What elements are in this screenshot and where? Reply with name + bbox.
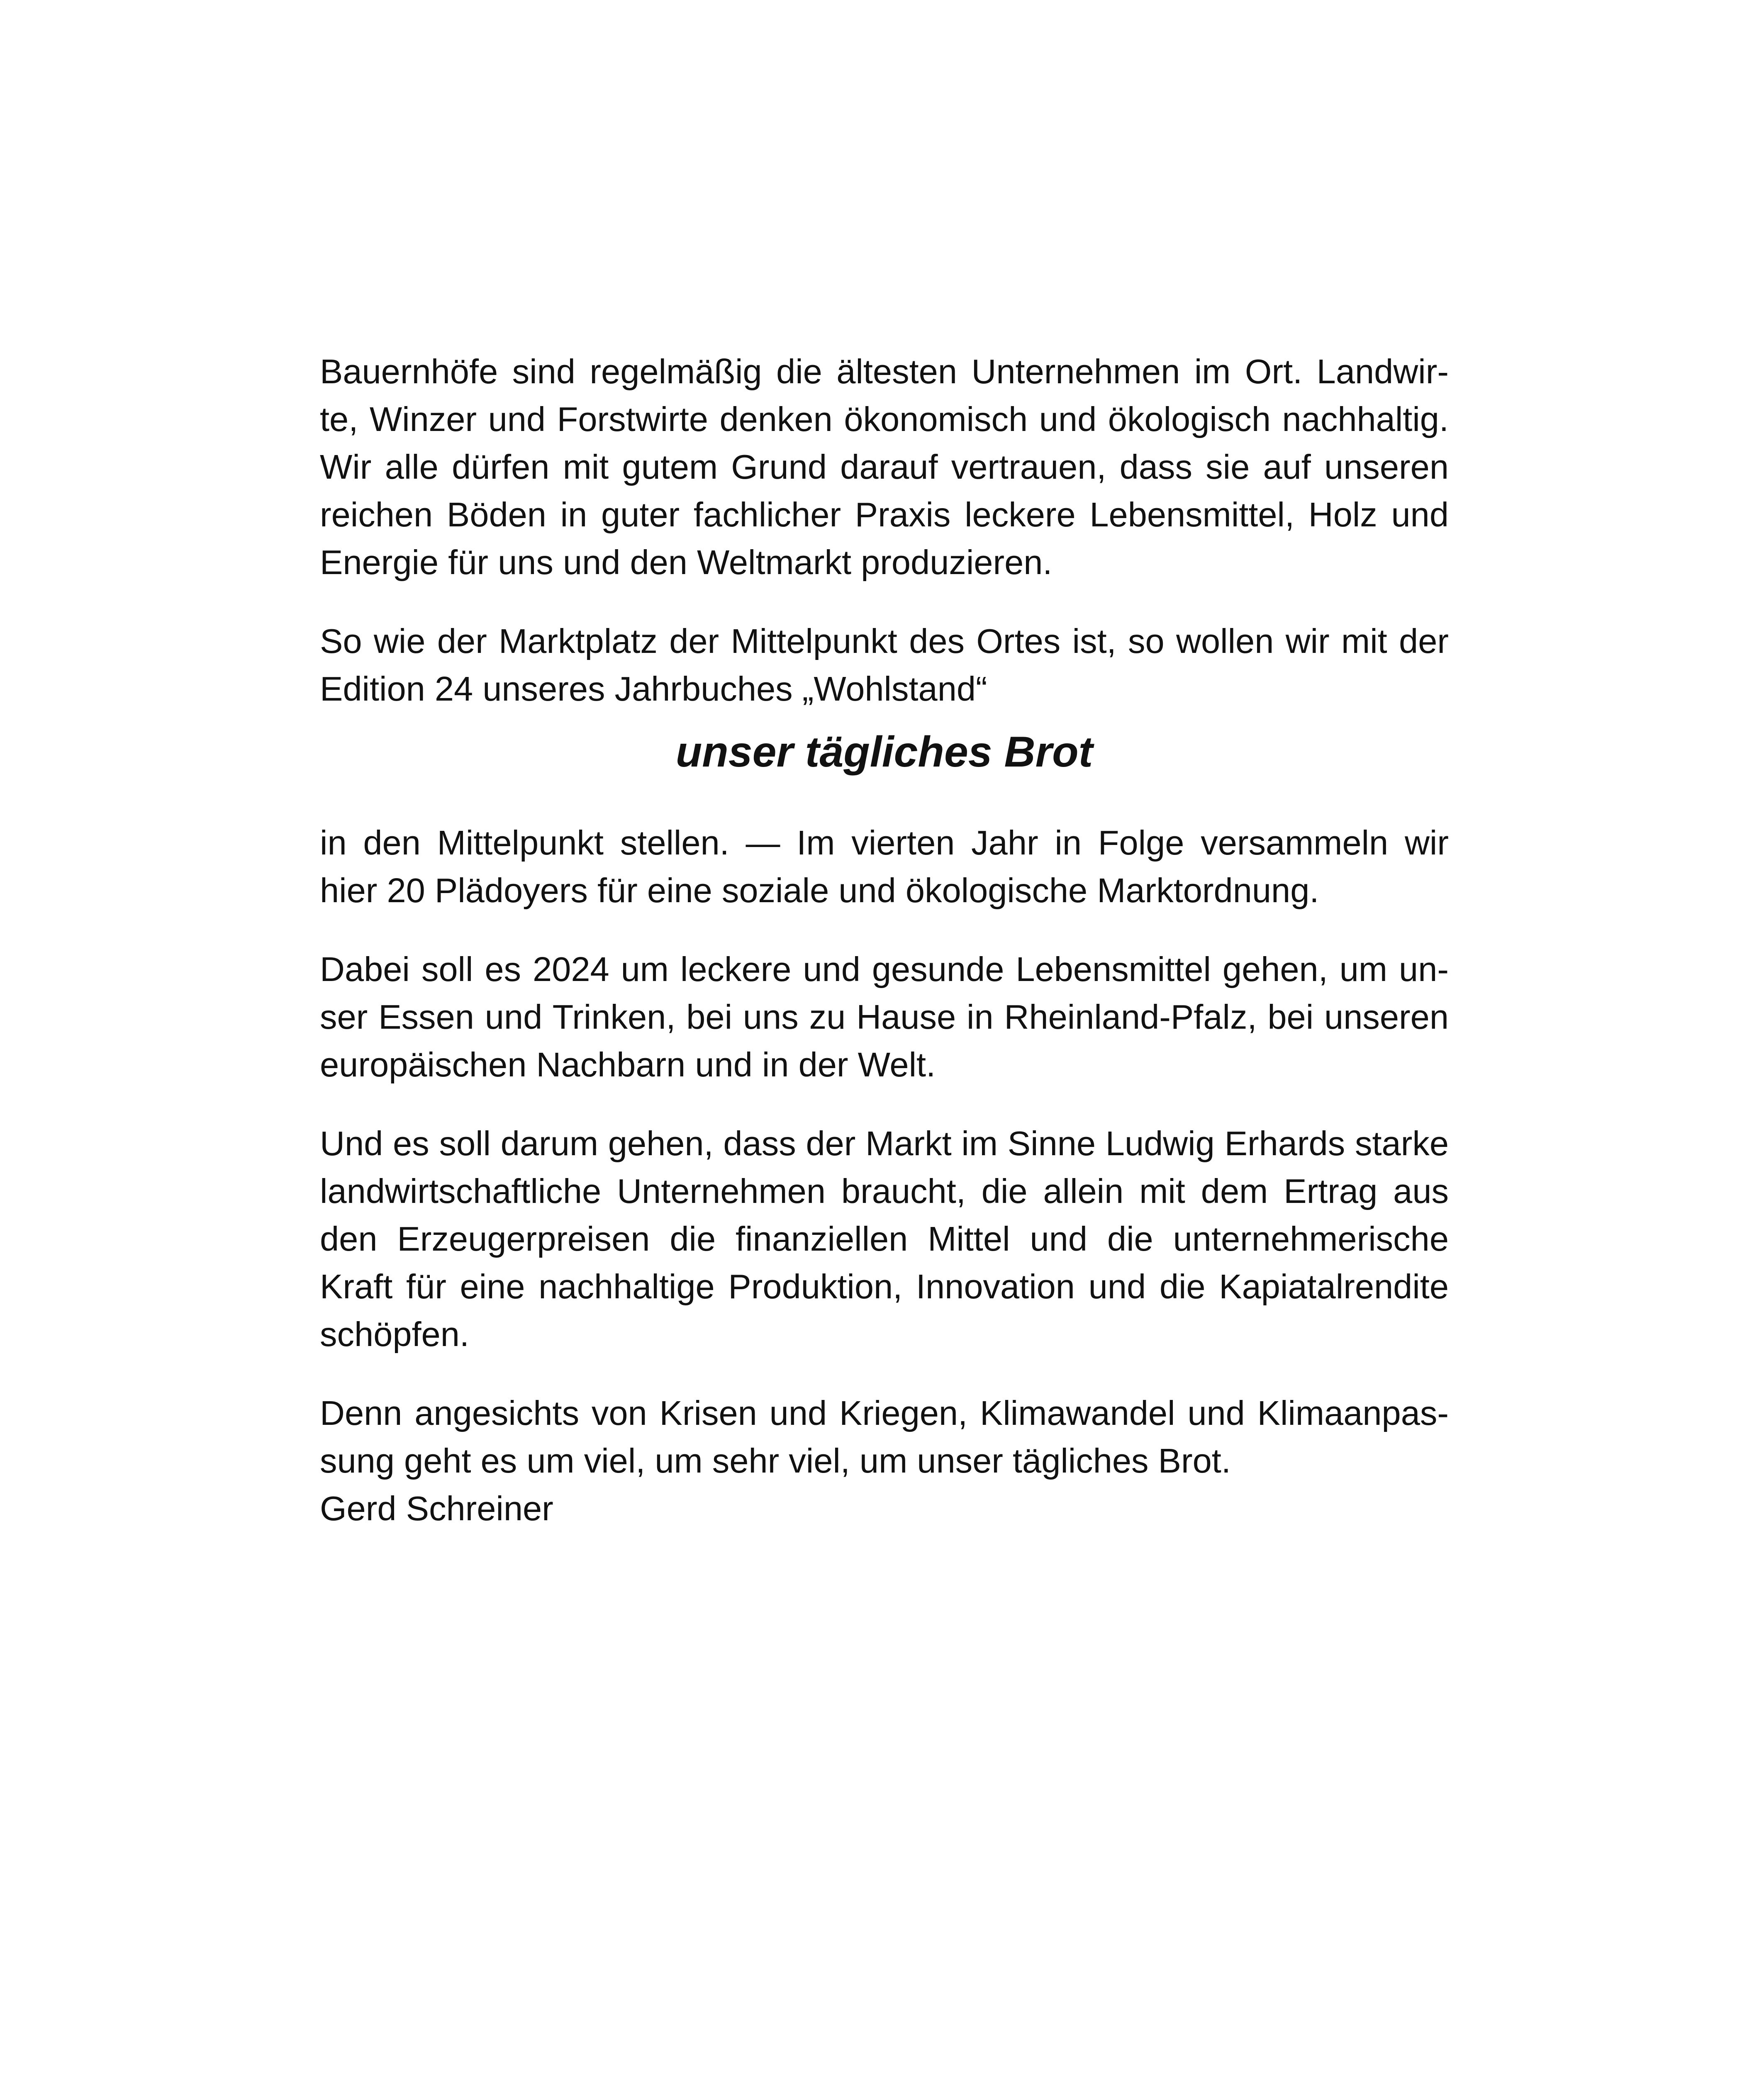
paragraph-intro [320,348,1449,586]
text-line: Kraft für eine nachhaltige Produktion, Innovation und die Kapiatalrendite [320,1267,1449,1306]
paragraph-marketplace [320,617,1449,713]
paragraph-market [320,1120,1449,1358]
text-line: So wie der Marktplatz der Mittelpunkt des Ortes ist, so wollen wir mit der [320,622,1449,660]
text-line: den Erzeugerpreisen die finanziellen Mittel und die unternehmerische [320,1220,1449,1258]
body-text [320,348,1449,1532]
emphasis-heading: unser tägliches Brot [675,728,1093,776]
text-line: ser Essen und Trinken, bei uns zu Hause in Rheinland-Pfalz, bei unseren [320,998,1449,1036]
text-line: Dabei soll es 2024 um leckere und gesunde Lebensmittel gehen, um un- [320,950,1449,988]
text-line: Denn angesichts von Krisen und Kriegen, Klimawandel und Klimaanpas- [320,1394,1449,1432]
text-line: reichen Böden in guter fachlicher Praxis leckere Lebensmittel, Holz und [320,495,1449,534]
text-line: te, Winzer und Forstwirte denken ökonomisch und ökologisch nachhaltig. [320,400,1449,438]
text-line: landwirtschaftliche Unternehmen braucht, die allein mit dem Ertrag aus [320,1172,1449,1210]
text-line: sung geht es um viel, um sehr viel, um unser tägliches Brot. [320,1441,1231,1480]
paragraph-closing [320,1389,1449,1532]
text-line: schöpfen. [320,1315,469,1353]
text-line: Wir alle dürfen mit gutem Grund darauf vertrauen, dass sie auf unseren [320,448,1449,486]
text-line: Edition 24 unseres Jahrbuches „Wohlstand“ [320,669,987,708]
text-line: in den Mittelpunkt stellen. — Im vierten Jahr in Folge versammeln wir [320,823,1449,862]
text-line: Und es soll darum gehen, dass der Markt im Sinne Ludwig Erhards starke [320,1124,1449,1163]
text-line: europäischen Nachbarn und in der Welt. [320,1045,936,1084]
author-signature: Gerd Schreiner [320,1489,553,1528]
text-line: hier 20 Plädoyers für eine soziale und ökologische Marktordnung. [320,871,1319,910]
paragraph-food [320,945,1449,1088]
text-line: Energie für uns und den Weltmarkt produzieren. [320,543,1053,582]
text-line: Bauernhöfe sind regelmäßig die ältesten Unternehmen im Ort. Landwir- [320,352,1449,391]
paragraph-focus [320,819,1449,914]
